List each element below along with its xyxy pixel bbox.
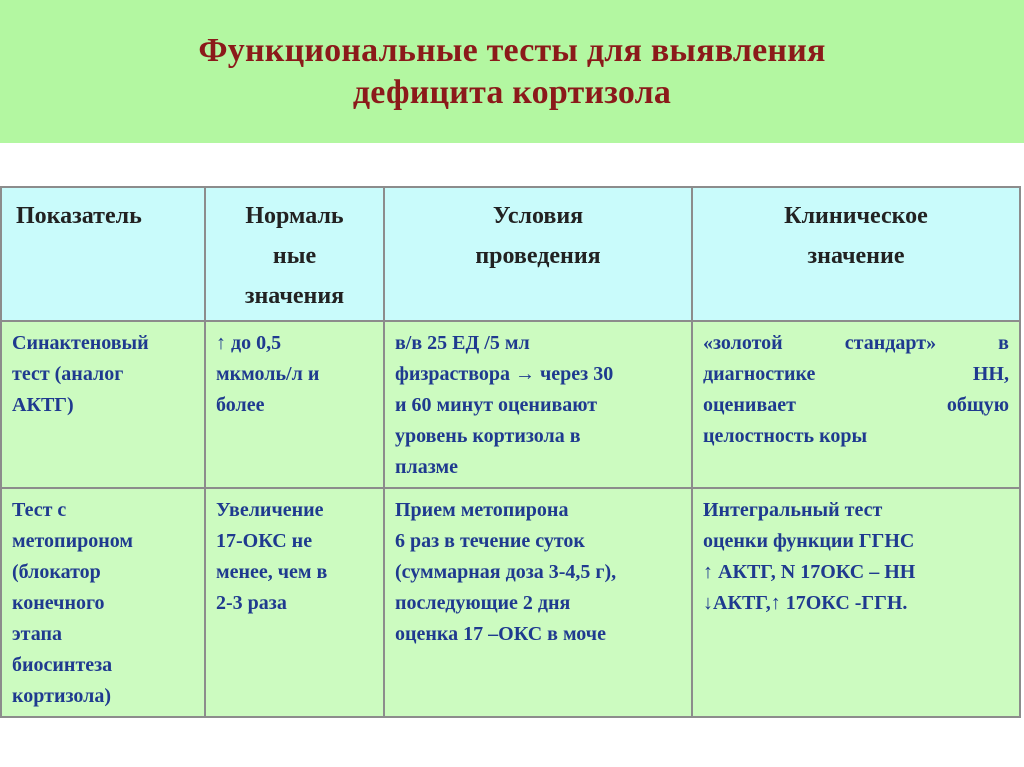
- cell-line: в/в 25 ЕД /5 мл: [395, 332, 530, 354]
- cell-line: оценки функции ГГНС: [703, 530, 915, 552]
- cell-line: (блокатор: [12, 561, 101, 583]
- cell-line: кортизола): [12, 685, 112, 707]
- header-conditions: [384, 187, 692, 321]
- row1-clinical: [692, 321, 1020, 488]
- cell-line: биосинтеза: [12, 654, 113, 676]
- row2-conditions: [384, 488, 692, 717]
- cell-line: (суммарная доза 3-4,5 г),: [395, 561, 617, 583]
- cell-line: 2-3 раза: [216, 592, 287, 614]
- cell-line: оценка 17 –ОКС в моче: [395, 623, 606, 645]
- cell-line: конечного: [12, 592, 105, 614]
- cell-line: Тест с: [12, 499, 67, 521]
- cell-line: уровень кортизола в: [395, 425, 581, 447]
- tests-table: [0, 186, 1021, 718]
- cell-line: АКТГ): [12, 394, 74, 416]
- cell-line: последующие 2 дня: [395, 592, 571, 614]
- cell-line: Прием метопирона: [395, 499, 569, 521]
- cell-line: Интегральный тест: [703, 499, 883, 521]
- cell-line: тест (аналог: [12, 363, 124, 385]
- cell-line: мкмоль/л и: [216, 363, 320, 385]
- table-row: [1, 488, 1020, 717]
- cell-line: целостность коры: [703, 425, 868, 447]
- cell-line: диагностике НН,: [703, 363, 1009, 385]
- header-indicator-text: Показатель: [16, 203, 142, 229]
- cell-line: ↑ АКТГ, N 17ОКС – НН: [703, 561, 916, 583]
- row2-normal: [205, 488, 384, 717]
- cell-line: 6 раз в течение суток: [395, 530, 585, 552]
- cell-line: физраствора → через 30: [395, 363, 614, 385]
- row1-indicator: [1, 321, 205, 488]
- cell-line: Синактеновый: [12, 332, 149, 354]
- cell-line: этапа: [12, 623, 62, 645]
- header-conditions-line: Условия: [492, 203, 584, 229]
- row1-conditions: [384, 321, 692, 488]
- header-conditions-line: проведения: [475, 243, 601, 269]
- table-header-row: [1, 187, 1020, 321]
- row2-indicator: [1, 488, 205, 717]
- cell-line: менее, чем в: [216, 561, 328, 583]
- header-indicator: [1, 187, 205, 321]
- cell-line: более: [216, 394, 265, 416]
- title-band: [0, 0, 1024, 143]
- header-normal-line: значения: [244, 283, 345, 309]
- header-clinical-line: значение: [807, 243, 905, 269]
- row1-normal: [205, 321, 384, 488]
- header-clinical: [692, 187, 1020, 321]
- page-title-line-2: дефицита кортизола: [352, 73, 672, 111]
- row2-clinical: [692, 488, 1020, 717]
- cell-line: метопироном: [12, 530, 133, 552]
- page-title-line-1: Функциональные тесты для выявления: [198, 31, 826, 69]
- header-normal-line: ные: [272, 243, 317, 269]
- header-normal-line: Нормаль: [245, 203, 344, 229]
- cell-line: 17-ОКС не: [216, 530, 313, 552]
- header-clinical-line: Клиническое: [784, 203, 928, 229]
- cell-line: «золотой стандарт» в: [703, 332, 1009, 354]
- cell-line: плазме: [395, 456, 458, 478]
- cell-line: и 60 минут оценивают: [395, 394, 598, 416]
- cell-line: оценивает общую: [703, 394, 1009, 416]
- cell-line: ↓АКТГ,↑ 17ОКС -ГГН.: [703, 592, 908, 614]
- table-row: [1, 321, 1020, 488]
- cell-line: ↑ до 0,5: [216, 332, 282, 354]
- cell-line: Увеличение: [216, 499, 324, 521]
- header-normal-values: [205, 187, 384, 321]
